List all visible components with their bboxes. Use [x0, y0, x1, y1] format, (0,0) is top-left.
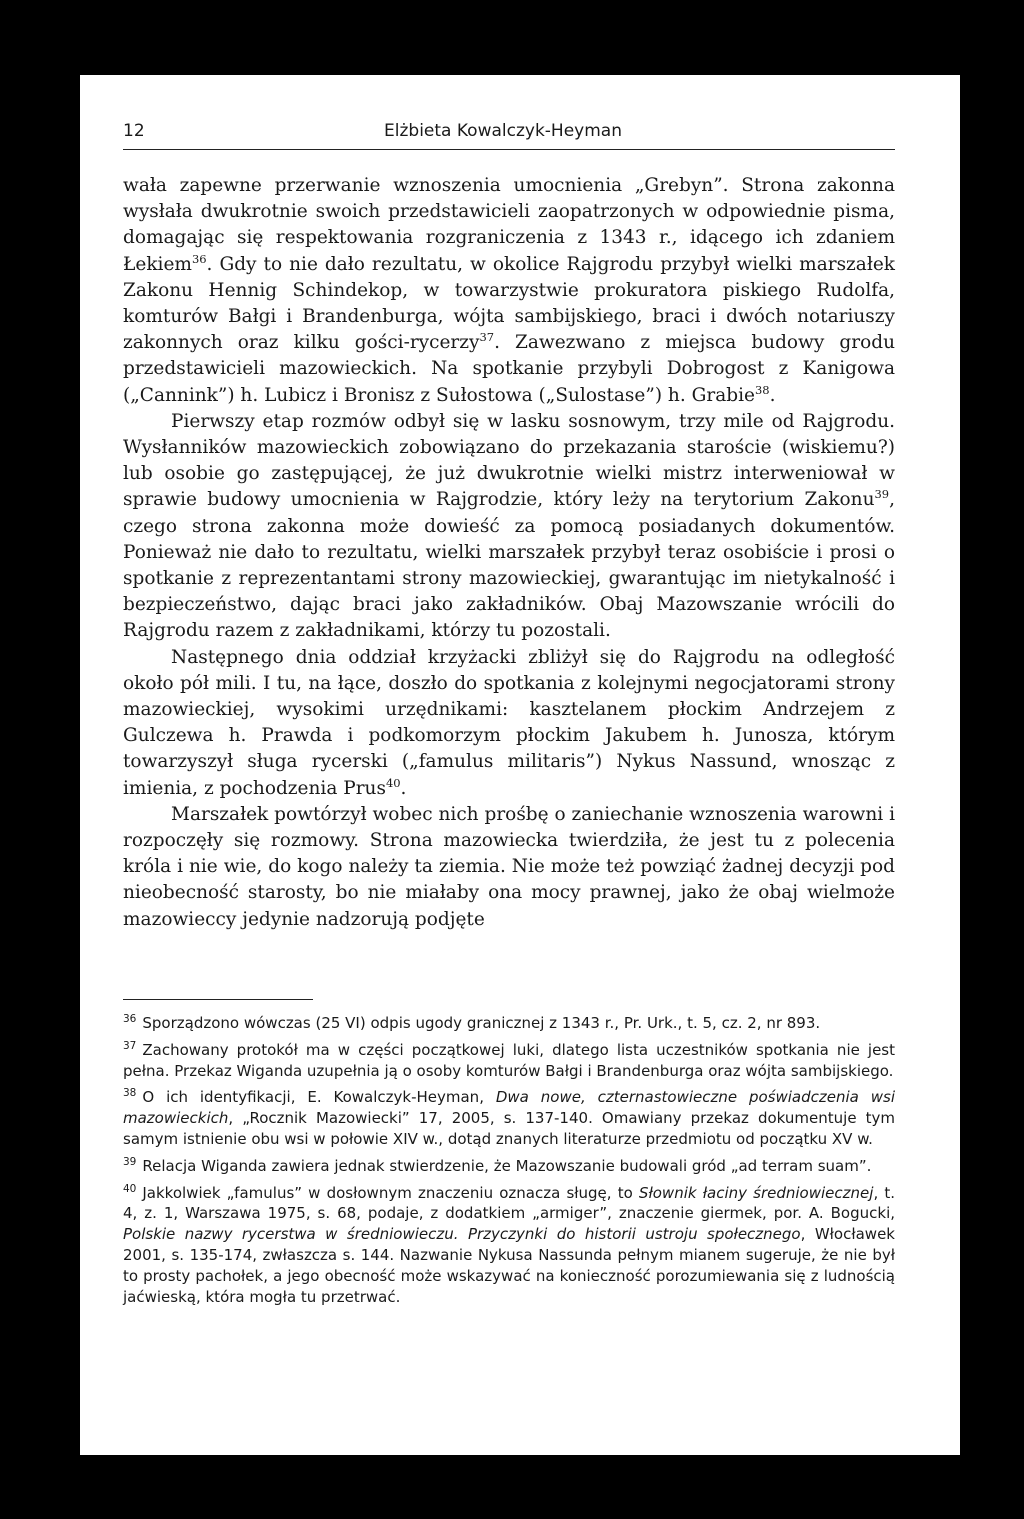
footnote-text: Relacja Wiganda zawiera jednak stwierdzenie, że Mazowszanie budowali gród „ad terram suam”.: [142, 1156, 872, 1175]
footnote-text: Sporządzono wówczas (25 VI) odpis ugody granicznej z 1343 r., Pr. Urk., t. 5, cz. 2, nr 893.: [142, 1014, 821, 1032]
paragraph-text: Pierwszy etap rozmów odbył się w lasku sosnowym, trzy mile od Rajgrodu. Wysłanników mazowieckich zobowiązano do przekazania staroście (wiskiemu?) lub osobie go zastępującej, że już dwukrotnie wielki mistrz interweniował w sprawie budowy umocnienia w Rajgrodzie, który leży na terytorium Zakonu: [123, 410, 895, 511]
footnote-title-italic: Dwa nowe, czternastowieczne poświadczenia wsi mazowieckich: [123, 1088, 895, 1128]
footnote-text: Jakkolwiek „famulus” w dosłownym znaczeniu oznacza sługę, to: [142, 1183, 639, 1202]
footnote-text: O ich identyfikacji, E. Kowalczyk-Heyman,: [142, 1088, 496, 1107]
footnote-ref-36: 36: [191, 251, 207, 266]
footnotes: [123, 1013, 895, 1313]
footnote-text: Zachowany protokół ma w części początkowej luki, dlatego lista uczestników spotkania nie jest pełna. Przekaz Wiganda uzupełnia ją o osoby komturów Bałgi i Brandenburga oraz wójta sambijskiego.: [123, 1040, 895, 1080]
paragraph-text: wała zapewne przerwanie wznoszenia umocnienia „Grebyn”. Strona zakonna wysłała dwukrotnie swoich przedstawicieli zaopatrzonych w odpowiednie pisma, domagając się respektowania rozgraniczenia z 1343 r., idącego ich zdaniem Łekiem: [123, 175, 895, 275]
paragraph-text: Następnego dnia oddział krzyżacki zbliżył się do Rajgrodu na odległość około pół mili. I tu, na łące, doszło do spotkania z kolejnymi negocjatorami strony mazowieckiej, wysokimi urzędnikami: kasztelanem płockim Andrzejem z Gulczewa h. Prawda i podkomorzym płockim Jakubem h. Junosza, którym towarzyszył sługa rycerski („famulus militaris”) Nykus Nassund, wnosząc z imienia, z pochodzenia Prus: [123, 646, 895, 799]
footnote-title-italic: Słownik łaciny średniowiecznej: [638, 1183, 874, 1202]
footnote-40: [123, 1183, 895, 1308]
paragraph-text: .: [769, 384, 776, 406]
running-head: [123, 121, 903, 141]
page-number: 12: [123, 121, 145, 141]
footnote-rule: [123, 999, 313, 1000]
main-text: [123, 173, 895, 933]
footnote-38: [123, 1087, 895, 1149]
book-page: [80, 75, 960, 1455]
paragraph-1: [123, 173, 895, 409]
footnote-37: [123, 1040, 895, 1082]
footnote-ref-38: 38: [754, 382, 770, 397]
footnote-number: 39: [123, 1155, 137, 1168]
footnote-ref-37: 37: [479, 330, 495, 345]
paragraph-4: [123, 802, 895, 933]
footnote-ref-40: 40: [385, 775, 401, 790]
footnote-number: 40: [123, 1182, 137, 1195]
footnote-number: 37: [123, 1039, 137, 1052]
footnote-36: [123, 1013, 895, 1034]
footnote-number: 36: [123, 1013, 137, 1025]
footnote-text: , „Rocznik Mazowiecki” 17, 2005, s. 137-140. Omawiany przekaz dokumentuje tym samym istnienie obu wsi w połowie XIV w., dotąd znanych literaturze przedmiotu od początku XV w.: [123, 1109, 895, 1148]
paragraph-text: Marszałek powtórzył wobec nich prośbę o zaniechanie wznoszenia warowni i rozpoczęły się rozmowy. Strona mazowiecka twierdziła, że jest tu z polecenia króla i nie wie, do kogo należy ta ziemia. Nie może też powziąć żadnej decyzji pod nieobecność starosty, bo nie miałaby ona mocy prawnej, jako że obaj wielmoże mazowieccy jedynie nadzorują podjęte: [123, 803, 895, 930]
paragraph-2: [123, 409, 895, 645]
footnote-39: [123, 1156, 895, 1177]
paragraph-text: . Zawezwano z miejsca budowy grodu przedstawicieli mazowieckich. Na spotkanie przybyli Dobrogost z Kanigowa („Cannink”) h. Lubicz i Bronisz z Sułostowa („Sulostase”) h. Grabie: [123, 332, 895, 406]
footnote-text: , Włocławek 2001, s. 135-174, zwłaszcza s. 144. Nazwanie Nykusa Nassunda pełnym mianem sugeruje, że nie był to prosty pachołek, a jego obecność może wskazywać na konieczność porozumiewania się z ludnością jaćwieską, która mogła tu przetrwać.: [123, 1225, 895, 1306]
paragraph-text: , czego strona zakonna może dowieść za pomocą posiadanych dokumentów. Ponieważ nie dało to rezultatu, wielki marszałek przybył teraz osobiście i prosi o spotkanie z reprezentantami strony mazowieckiej, gwarantując im nietykalność i bezpieczeństwo, dając braci jako zakładników. Obaj Mazowszanie wrócili do Rajgrodu razem z zakładnikami, którzy tu pozostali.: [123, 489, 895, 642]
header-rule: [123, 149, 895, 150]
running-head-author: Elżbieta Kowalczyk-Heyman: [384, 121, 622, 141]
paragraph-text: .: [400, 777, 407, 799]
paragraph-text: . Gdy to nie dało rezultatu, w okolice Rajgrodu przybył wielki marszałek Zakonu Hennig Schindekop, w towarzystwie prokuratora piskiego Rudolfa, komturów Bałgi i Brandenburga, wójta sambijskiego, braci i dwóch notariuszy zakonnych oraz kilku gości-rycerzy: [123, 253, 895, 354]
footnote-ref-39: 39: [874, 487, 890, 502]
footnote-title-italic: Polskie nazwy rycerstwa w średniowieczu. Przyczynki do historii ustroju społecznego: [123, 1225, 801, 1244]
footnote-number: 38: [123, 1087, 137, 1100]
footnote-text: , t. 4, z. 1, Warszawa 1975, s. 68, podaje, z dodatkiem „armiger”, znaczenie giermek, por. A. Bogucki,: [123, 1183, 896, 1223]
paragraph-3: [123, 645, 895, 802]
